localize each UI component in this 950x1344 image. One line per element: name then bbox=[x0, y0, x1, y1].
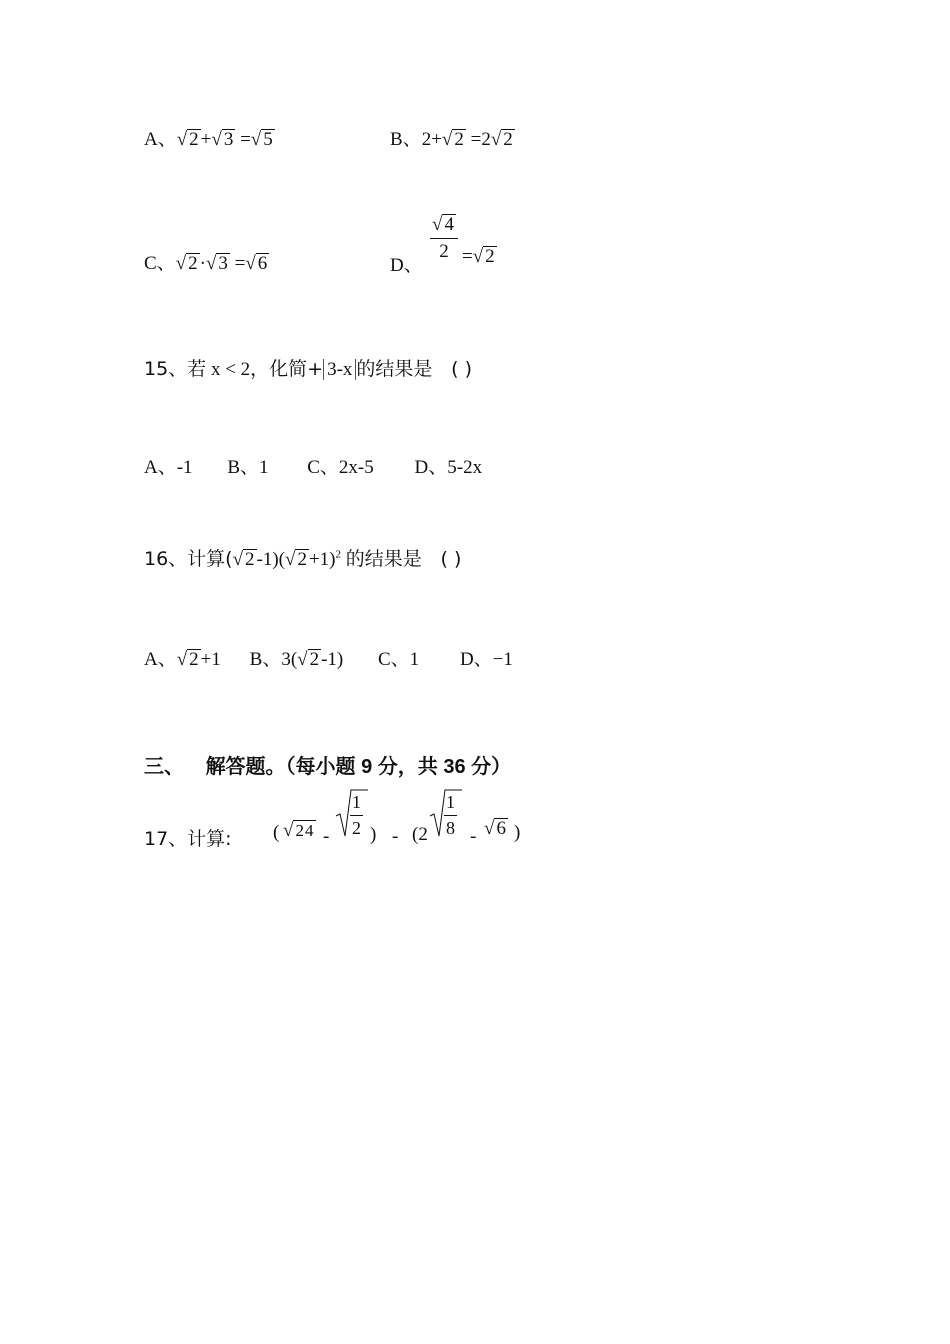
q14-option-d-rhs: =√ 2 bbox=[462, 246, 495, 267]
q17-minus-mid: - bbox=[392, 826, 399, 847]
option-b: B、1 bbox=[227, 457, 269, 478]
sqrt-term: √ 4 bbox=[432, 214, 454, 235]
sqrt-term: √ 3 bbox=[211, 129, 234, 150]
q16-stem: 16、计算(√ 2 -1)(√ 2 +1)$^2$ 的结果是 ( ) bbox=[144, 548, 462, 570]
option-c: C、2x-5 bbox=[307, 457, 374, 478]
option-d: D、5-2x bbox=[414, 457, 483, 478]
q16-options: A、√ 2 +1 B、3(√ 2 -1) C、1 D、−1 bbox=[144, 649, 513, 670]
sqrt-term: √ 3 bbox=[205, 253, 228, 274]
q14-option-d-fraction: $\frac{√ 4}{2}$ bbox=[430, 214, 458, 263]
sqrt-term: √ 5 bbox=[250, 129, 273, 150]
q17-close-paren-2: ) bbox=[514, 822, 521, 843]
answer-blank: ( ) bbox=[451, 358, 473, 380]
option-a: A、-1 bbox=[144, 457, 193, 478]
answer-blank: ( ) bbox=[440, 548, 462, 570]
option-label: B、 bbox=[390, 129, 422, 150]
q14-option-d-label: D、 bbox=[390, 255, 423, 276]
q17-minus-1: - bbox=[323, 826, 330, 847]
sqrt-term: √ 2 bbox=[176, 649, 199, 670]
sqrt-term: √ 2 bbox=[472, 246, 495, 267]
q17-minus-2: - bbox=[470, 826, 477, 847]
sqrt-term: √ 2 bbox=[232, 549, 255, 570]
q14-option-c: C、√ 2 ·√ 3 =√ 6 bbox=[144, 253, 268, 274]
sqrt-term: √ 2 bbox=[285, 549, 307, 570]
q17-fraction-eighth: $\frac{1}{8}$ bbox=[446, 792, 455, 838]
q14-option-a: A、√ 2 +√ 3 =√ 5 bbox=[144, 129, 273, 150]
q15-options bbox=[144, 452, 482, 479]
q17-close-paren-1: ) bbox=[370, 824, 377, 845]
q17-open-paren-1: ( bbox=[273, 822, 280, 843]
absolute-value: 3-x bbox=[323, 359, 356, 380]
q17-fraction-half: $\frac{1}{2}$ bbox=[352, 792, 361, 838]
sqrt-term: √ 2 bbox=[441, 129, 464, 150]
section-heading: 三、 解答题。（每小题 9 分，共 36 分） bbox=[144, 756, 512, 778]
q15-stem: 15、若 x < 2，化简+ 3-x 的结果是 ( ) bbox=[144, 358, 473, 380]
q17-open-paren-2: (2 bbox=[412, 824, 428, 845]
sqrt-term: √ 2 bbox=[297, 649, 320, 670]
option-label: A、 bbox=[144, 129, 177, 150]
option-label: C、 bbox=[144, 253, 176, 274]
sqrt-term: √ 6 bbox=[245, 253, 268, 274]
q17-label: 17、计算: bbox=[144, 828, 232, 850]
q17-sqrt-24: √ 24 bbox=[283, 820, 315, 841]
sqrt-term: √ 2 bbox=[175, 253, 198, 274]
sqrt-term: √ 2 bbox=[176, 129, 199, 150]
q17-sqrt-6: √ 6 bbox=[484, 818, 506, 839]
sqrt-term: √ 2 bbox=[490, 129, 513, 150]
q14-option-b: B、2+√ 2 =2√ 2 bbox=[390, 129, 513, 150]
